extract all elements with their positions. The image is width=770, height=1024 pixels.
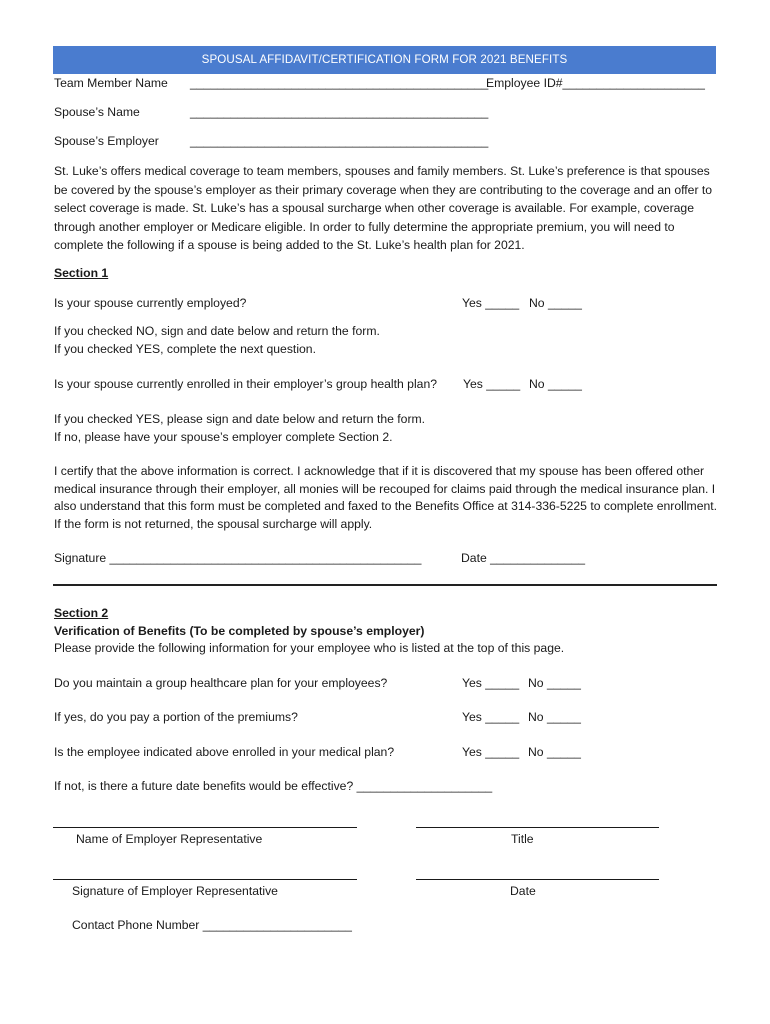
rep-signature-line[interactable] <box>53 879 357 880</box>
certification-statement: I certify that the above information is correct. I acknowledge that if it is discovered that my spouse has been offered other medical insurance through their employer, all monies will be recouped for claims paid through the medical insurance plan. I also understand that this form must be completed and faxed to the Benefits Office at 314-336-5225 to complete enrollment. If the form is not returned, the spousal surcharge will apply. <box>54 464 718 531</box>
section-divider <box>53 584 717 586</box>
section2-instructions: Please provide the following information for your employee who is listed at the top of this page. <box>54 641 565 655</box>
section1-q1-no[interactable]: No _____ <box>529 296 582 310</box>
section2-heading: Section 2 <box>54 606 109 620</box>
rep-date-line[interactable] <box>416 879 659 880</box>
section2-q3: Is the employee indicated above enrolled in your medical plan? <box>54 745 395 759</box>
future-date-field[interactable]: If not, is there a future date benefits would be effective? ____________________ <box>54 779 493 793</box>
section1-q1-note-no: If you checked NO, sign and date below and return the form. <box>54 324 380 338</box>
spouse-employer-field[interactable]: ____________________________________________ <box>190 134 489 148</box>
section1-q2-no[interactable]: No _____ <box>529 377 582 391</box>
section1-q1: Is your spouse currently employed? <box>54 296 247 310</box>
section1-q2-yes[interactable]: Yes _____ <box>463 377 521 391</box>
rep-name-line[interactable] <box>53 827 357 828</box>
rep-signature-label: Signature of Employer Representative <box>72 884 278 898</box>
rep-date-label: Date <box>510 884 536 898</box>
title-label: Title <box>511 832 534 846</box>
section1-q2-note-yes: If you checked YES, please sign and date below and return the form. <box>54 412 426 426</box>
spouse-name-label: Spouse’s Name <box>54 105 140 119</box>
intro-paragraph: St. Luke’s offers medical coverage to team members, spouses and family members. St. Luke’s preference is that spouses be covered by the spouse’s employer as their primary coverage when they are contributing to the coverage and an offer to select coverage is made. St. Luke’s has a spousal surcharge when other coverage is available. For example, coverage through another employer or Medicare eligible. In order to fully determine the appropriate premium, you will need to complete the following if a spouse is being added to the St. Luke’s health plan for 2021. <box>54 164 713 253</box>
team-member-name-label: Team Member Name <box>54 76 168 90</box>
section2-q3-yes[interactable]: Yes _____ <box>462 745 520 759</box>
spouse-name-field[interactable]: ____________________________________________ <box>190 105 489 119</box>
contact-phone-field[interactable]: Contact Phone Number ______________________ <box>72 918 352 932</box>
section2-q1-yes[interactable]: Yes _____ <box>462 676 520 690</box>
section2-q1-no[interactable]: No _____ <box>528 676 581 690</box>
date-field[interactable]: Date ______________ <box>461 551 586 565</box>
rep-name-label: Name of Employer Representative <box>76 832 263 846</box>
section1-heading: Section 1 <box>54 266 109 280</box>
team-member-name-field[interactable]: ____________________________________________ <box>190 76 489 90</box>
title-line[interactable] <box>416 827 659 828</box>
spouse-employer-label: Spouse’s Employer <box>54 134 159 148</box>
section2-q1: Do you maintain a group healthcare plan for your employees? <box>54 676 388 690</box>
form-title: SPOUSAL AFFIDAVIT/CERTIFICATION FORM FOR 2021 BENEFITS <box>53 46 716 74</box>
section1-q2-note-no: If no, please have your spouse’s employer complete Section 2. <box>54 430 393 444</box>
section2-q2-yes[interactable]: Yes _____ <box>462 710 520 724</box>
section2-q3-no[interactable]: No _____ <box>528 745 581 759</box>
employee-id-field[interactable]: Employee ID#_____________________ <box>486 76 705 90</box>
section2-subheading: Verification of Benefits (To be completed by spouse’s employer) <box>54 624 425 638</box>
signature-field[interactable]: Signature ______________________________________________ <box>54 551 422 565</box>
section2-q2-no[interactable]: No _____ <box>528 710 581 724</box>
section1-q1-note-yes: If you checked YES, complete the next question. <box>54 342 316 356</box>
section2-q2: If yes, do you pay a portion of the premiums? <box>54 710 298 724</box>
section1-q1-yes[interactable]: Yes _____ <box>462 296 520 310</box>
section1-q2: Is your spouse currently enrolled in their employer’s group health plan? <box>54 377 437 391</box>
